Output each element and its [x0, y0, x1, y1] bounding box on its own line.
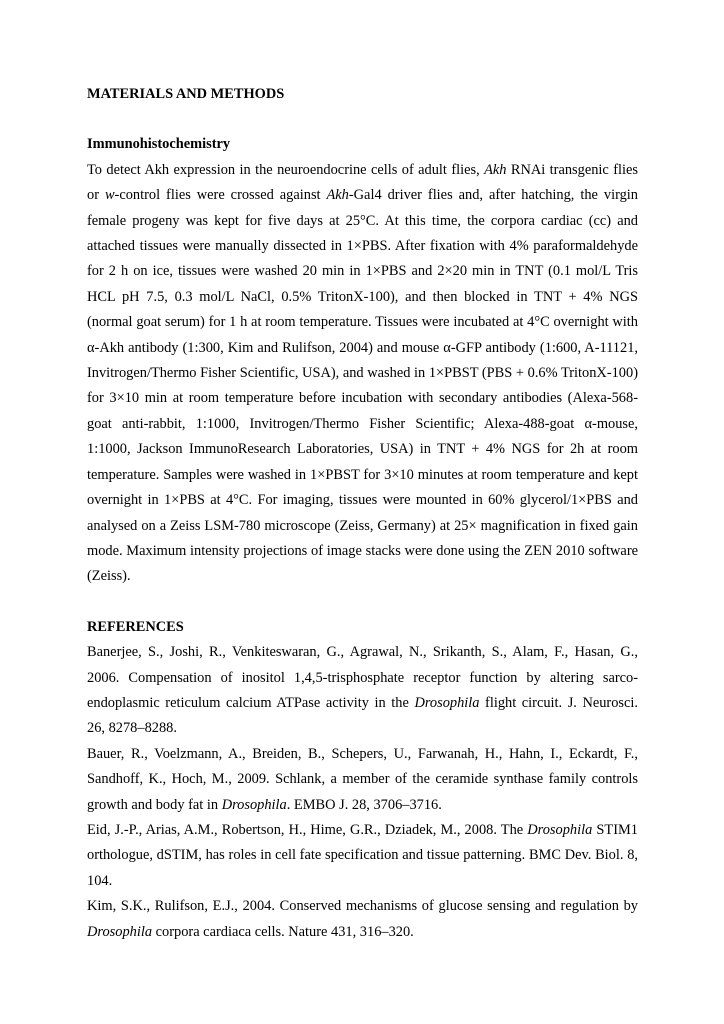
methods-paragraph [87, 158, 638, 590]
reference-item [87, 894, 638, 945]
italic-text: Drosophila [414, 694, 480, 711]
text-run: RNAi transgenic flies or [87, 161, 638, 204]
text-run: -Gal4 driver flies and, after hatching, the virgin female progeny was kept for five days at 25°C. At this time, the corpora cardiac (cc) and attached tissues were manually dissected in 1×PBS. After fixation with 4% paraformaldehyde for 2 h on ice, tissues were washed 20 min in 1×PBS and 2×20 min in TNT (0.1 mol/L Tris HCL pH 7.5, 0.3 mol/L NaCl, 0.5% TritonX-100), and then blocked in TNT + 4% NGS (normal goat serum) for 1 h at room temperature. Tissues were incubated at 4°C overnight with α-Akh antibody (1:300, Kim and Rulifson, 2004) and mouse α-GFP antibody (1:600, A-11121, Invitrogen/Thermo Fisher Scientific, USA), and washed in 1×PBST (PBS + 0.6% TritonX-100) for 3×10 min at room temperature before incubation with secondary antibodies (Alexa-568-goat anti-rabbit, 1:1000, Invitrogen/Thermo Fisher Scientific; Alexa-488-goat α-mouse, 1:1000, Jackson ImmunoResearch Laboratories, USA) in TNT + 4% NGS for 2h at room temperature. Samples were washed in 1×PBST for 3×10 minutes at room temperature and kept overnight in 1×PBS at 4°C. For imaging, tissues were mounted in 60% glycerol/1×PBS and analysed on a Zeiss LSM-780 microscope (Zeiss, Germany) at 25× magnification in fixed gain mode. Maximum intensity projections of image stacks were done using the ZEN 2010 software (Zeiss). [87, 187, 638, 585]
text-run: Kim, S.K., Rulifson, E.J., 2004. Conserved mechanisms of glucose sensing and regulation by [87, 898, 638, 915]
text-run: . EMBO J. 28, 3706–3716. [286, 796, 442, 813]
italic-text: Drosophila [221, 796, 287, 813]
italic-text: Akh [484, 161, 507, 178]
text-run: Banerjee, S., Joshi, R., Venkiteswaran, G., Agrawal, N., Srikanth, S., Alam, F., Hasan, G., 2006. Compensation of inositol 1,4,5-trisphosphate receptor function by altering sarco-endoplasmic reticulum calcium ATPase activity in the [87, 644, 638, 711]
text-run: To detect Akh expression in the neuroendocrine cells of adult flies, [87, 161, 485, 178]
italic-text: Drosophila [527, 821, 593, 838]
italic-text: w [104, 187, 115, 204]
subsection-title: Immunohistochemistry [87, 136, 231, 153]
references-title: REFERENCES [87, 618, 184, 635]
reference-list [87, 640, 638, 945]
italic-text: Akh [326, 187, 349, 204]
text-run: Eid, J.-P., Arias, A.M., Robertson, H., Hime, G.R., Dziadek, M., 2008. The [87, 821, 528, 838]
document-page [87, 76, 638, 945]
text-run: Bauer, R., Voelzmann, A., Breiden, B., Schepers, U., Farwanah, H., Hahn, I., Eckardt, F., Sandhoff, K., Hoch, M., 2009. Schlank, a member of the ceramide synthase family controls growth and body fat in [87, 745, 638, 813]
reference-item [87, 742, 638, 818]
reference-item [87, 640, 638, 742]
text-run: -control flies were crossed against [114, 187, 327, 204]
text-run: flight circuit. J. Neurosci. 26, 8278–8288. [87, 694, 638, 737]
italic-text: Drosophila [87, 923, 153, 940]
section-title: MATERIALS AND METHODS [87, 86, 285, 102]
text-run: corpora cardiaca cells. Nature 431, 316–320. [152, 923, 414, 940]
reference-item [87, 818, 638, 894]
text-run: STIM1 orthologue, dSTIM, has roles in cell fate specification and tissue patterning. BMC Dev. Biol. 8, 104. [87, 821, 638, 889]
